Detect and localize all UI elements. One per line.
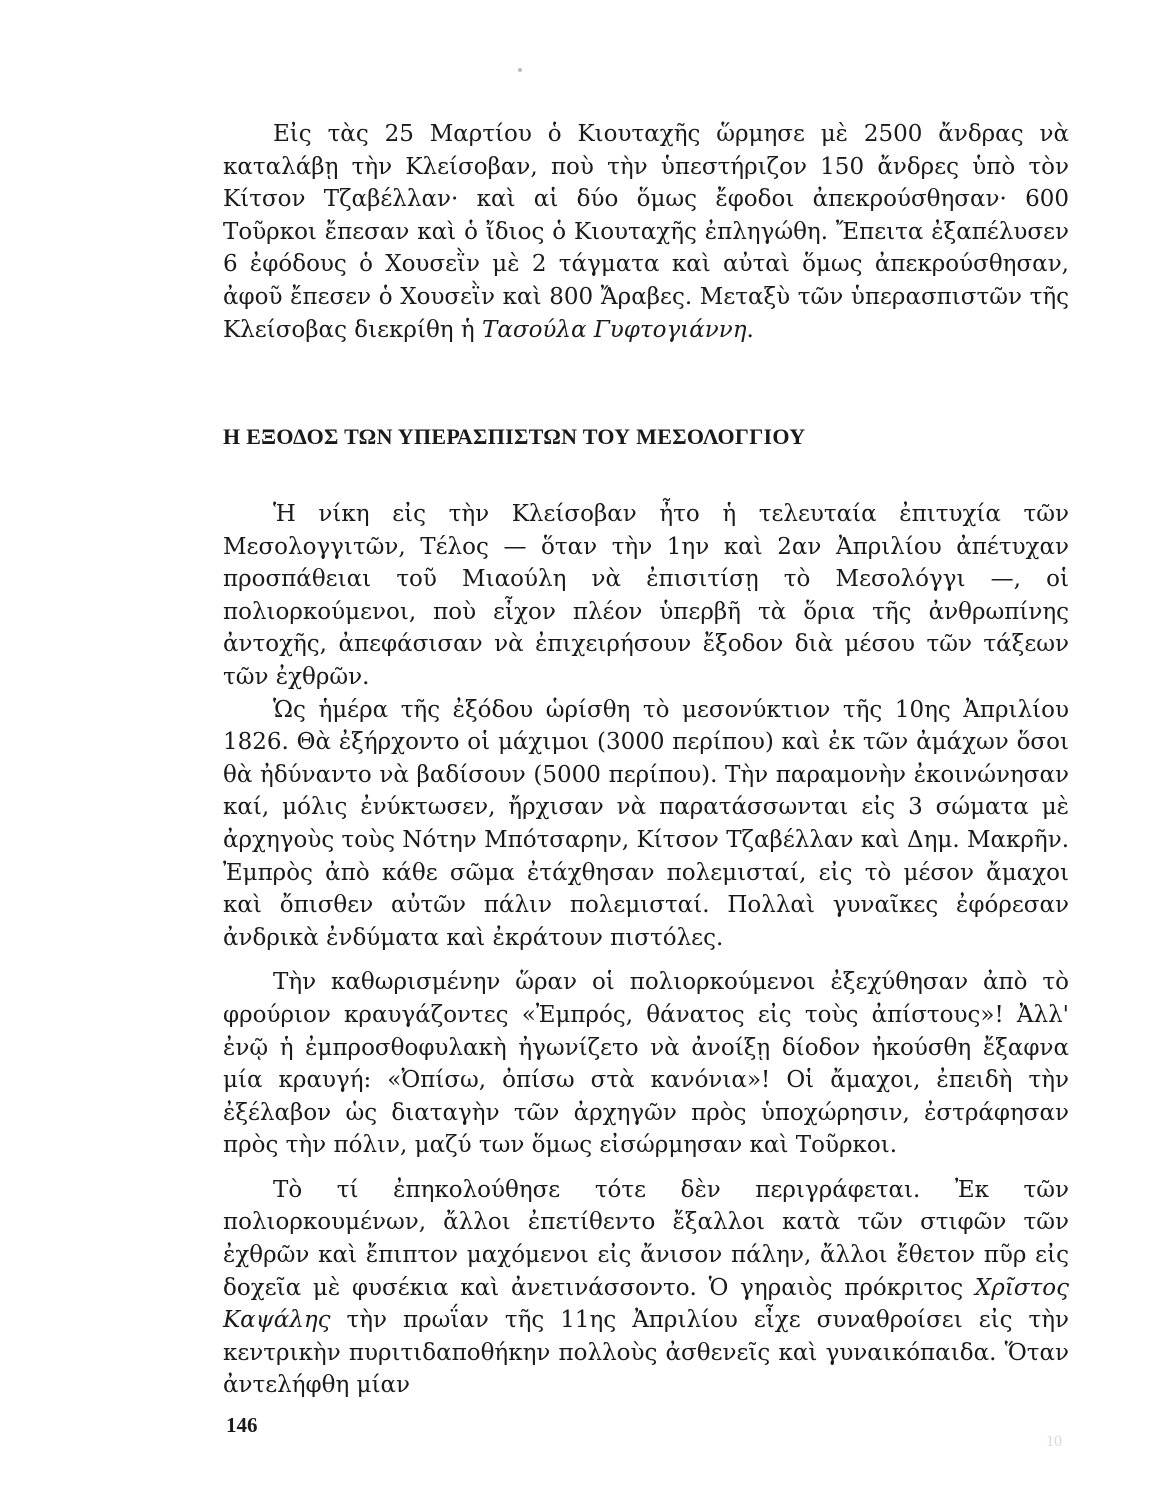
page-number: 146 <box>226 1413 258 1437</box>
intro-paragraph <box>223 118 1069 346</box>
section-paragraph-1: Ἡ νίκη εἰς τὴν Κλείσοβαν ἦτο ἡ τελευταία ἐπιτυχία τῶν Μεσολογγιτῶν, Τέλος — ὅταν τὴν 1ην καὶ 2αν Ἀπριλίου ἀπέτυχαν προσπάθειαι τοῦ Μιαούλη νὰ ἐπισιτίσῃ τὸ Μεσολόγγι —, οἱ πολιορκούμενοι, ποὺ εἶχον πλέον ὑπερβῆ τὰ ὅρια τῆς ἀνθρωπίνης ἀντοχῆς, ἀπεφάσισαν νὰ ἐπιχειρήσουν ἔξοδον διὰ μέσου τῶν τάξεων τῶν ἐχθρῶν. <box>223 501 1069 690</box>
p4-text-end: τὴν πρωΐαν τῆς 11ης Ἀπριλίου εἶχε συναθροίσει εἰς τὴν κεντρικὴν πυριτιδαποθήκην πολλοὺς ἀσθενεῖς καὶ γυναικόπαιδα. Ὅταν ἀντελήφθη μίαν <box>223 1307 1069 1399</box>
intro-italic-name: Τασούλα Γυφτογιάννη <box>482 316 747 343</box>
intro-end: . <box>746 316 754 343</box>
intro-text: Εἰς τὰς 25 Μαρτίου ὁ Κιουταχῆς ὥρμησε μὲ 2500 ἄνδρας νὰ καταλάβῃ τὴν Κλείσοβαν, ποὺ τὴν ὑπεστήριζον 150 ἄνδρες ὑπὸ τὸν Κίτσον Τζαβέλλαν· καὶ αἱ δύο ὅμως ἔφοδοι ἀπεκρούσθησαν· 600 Τοῦρκοι ἔπεσαν καὶ ὁ ἴδιος ὁ Κιουταχῆς ἐπληγώθη. Ἔπειτα ἐξαπέλυσεν 6 ἐφόδους ὁ Χουσεῒν μὲ 2 τάγματα καὶ αὐταὶ ὅμως ἀπεκρούσθησαν, ἀφοῦ ἔπεσεν ὁ Χουσεῒν καὶ 800 Ἄραβες. Μεταξὺ τῶν ὑπερασπιστῶν τῆς Κλείσοβας διεκρίθη ἡ <box>223 121 1069 343</box>
p4-text: Τὸ τί ἐπηκολούθησε τότε δὲν περιγράφεται. Ἐκ τῶν πολιορκουμένων, ἄλλοι ἐπετίθεντο ἔξαλλοι κατὰ τῶν στιφῶν τῶν ἐχθρῶν καὶ ἔπιπτον μαχόμενοι εἰς ἄνισον πάλην, ἄλλοι ἔθετον πῦρ εἰς δοχεῖα μὲ φυσέκια καὶ ἀνετινάσσοντο. Ὁ γηραιὸς πρόκριτος <box>223 1176 1069 1301</box>
intro-text-block <box>223 118 1069 346</box>
section-text-block <box>223 498 1069 1402</box>
section-heading: Η ΕΞΟΔΟΣ ΤΩΝ ΥΠΕΡΑΣΠΙΣΤΩΝ ΤΟΥ ΜΕΣΟΛΟΓΓΙΟΥ <box>223 424 806 449</box>
paper-speck <box>518 68 522 72</box>
section-paragraph-2: Ὡς ἡμέρα τῆς ἐξόδου ὡρίσθη τὸ μεσονύκτιον τῆς 10ης Ἀπριλίου 1826. Θὰ ἐξήρχοντο οἱ μάχιμοι (3000 περίπου) καὶ ἐκ τῶν ἀμάχων ὅσοι θὰ ἠδύναντο νὰ βαδίσουν (5000 περίπου). Τὴν παραμονὴν ἐκοινώνησαν καί, μόλις ἐνύκτωσεν, ἤρχισαν νὰ παρατάσσωνται εἰς 3 σώματα μὲ ἀρχηγοὺς τοὺς Νότην Μπότσαρην, Κίτσον Τζαβέλλαν καὶ Δημ. Μακρῆν. Ἐμπρὸς ἀπὸ κάθε σῶμα ἐτάχθησαν πολεμισταί, εἰς τὸ μέσον ἄμαχοι καὶ ὄπισθεν αὐτῶν πάλιν πολεμισταί. Πολλαὶ γυναῖκες ἐφόρεσαν ἀνδρικὰ ἐνδύματα καὶ ἐκράτουν πιστόλες. <box>223 696 1069 951</box>
section-paragraph-3: Τὴν καθωρισμένην ὥραν οἱ πολιορκούμενοι ἐξεχύθησαν ἀπὸ τὸ φρούριον κραυγάζοντες «Ἐμπρός, θάνατος εἰς τοὺς ἀπίστους»! Ἀλλ' ἐνῷ ἡ ἐμπροσθοφυλακὴ ἠγωνίζετο νὰ ἀνοίξῃ δίοδον ἠκούσθη ἔξαφνα μία κραυγή: «Ὀπίσω, ὀπίσω στὰ κανόνια»! Οἱ ἄμαχοι, ἐπειδὴ τὴν ἐξέλαβον ὡς διαταγὴν τῶν ἀρχηγῶν πρὸς ὑποχώρησιν, ἐστράφησαν πρὸς τὴν πόλιν, μαζύ των ὅμως εἰσώρμησαν καὶ Τοῦρκοι. <box>223 969 1069 1159</box>
p4-italic-name: Χρῖστος Καψάλης <box>223 1274 1069 1334</box>
section-paragraph-4 <box>223 1174 1069 1402</box>
corner-mark: 10 <box>1046 1433 1062 1450</box>
